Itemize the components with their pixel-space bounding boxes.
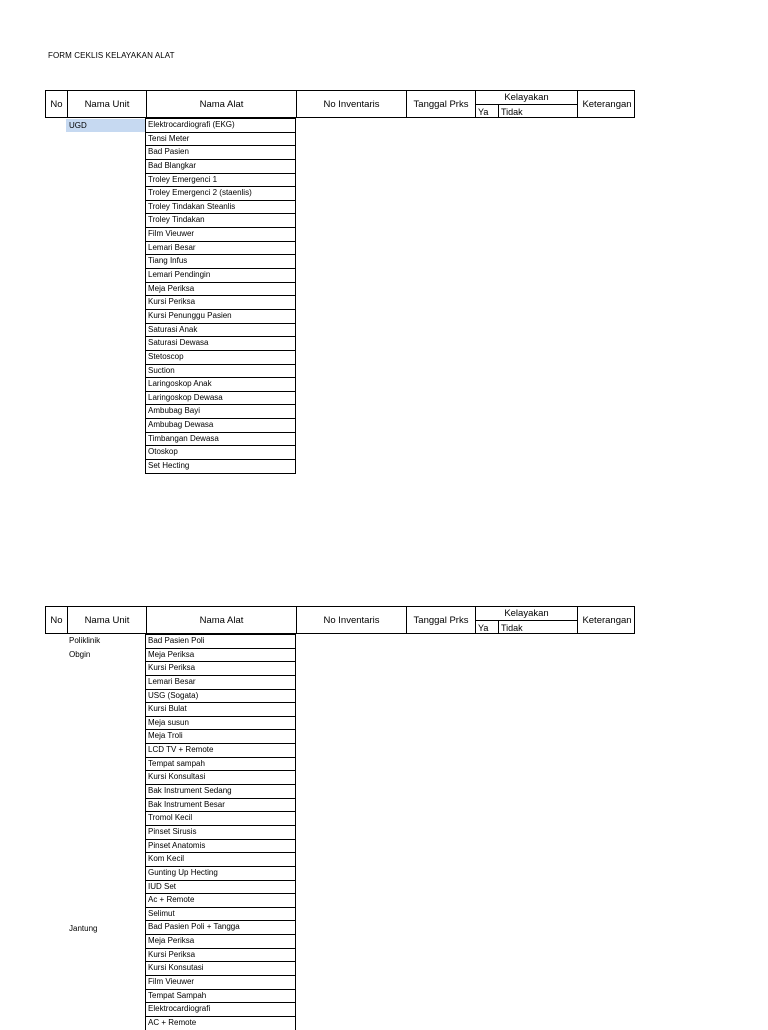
header-keterangan: Keterangan xyxy=(577,607,636,633)
equipment-item: Tiang Infus xyxy=(146,254,295,268)
header-nama-unit: Nama Unit xyxy=(68,607,147,633)
header-kelayakan: Kelayakan xyxy=(476,607,577,621)
equipment-item: Laringoskop Dewasa xyxy=(146,391,295,405)
equipment-list-2 xyxy=(145,634,296,1030)
equipment-item: Bad Blangkar xyxy=(146,159,295,173)
equipment-item: Selimut xyxy=(146,907,295,921)
equipment-item: Kursi Konsutasi xyxy=(146,961,295,975)
header-no: No xyxy=(46,91,68,117)
equipment-item: Bak Instrument Sedang xyxy=(146,784,295,798)
equipment-item: Tromol Kecil xyxy=(146,811,295,825)
header-tanggal-prks: Tanggal Prks xyxy=(407,91,476,117)
equipment-item: Kursi Periksa xyxy=(146,295,295,309)
equipment-item: Saturasi Dewasa xyxy=(146,336,295,350)
equipment-item: Kursi Periksa xyxy=(146,948,295,962)
equipment-item: Troley Tindakan Steanlis xyxy=(146,200,295,214)
table-header-1 xyxy=(45,90,635,118)
equipment-item: Troley Emergenci 1 xyxy=(146,173,295,187)
header-tidak: Tidak xyxy=(501,106,523,117)
header-keterangan: Keterangan xyxy=(577,91,636,117)
equipment-item: Meja Periksa xyxy=(146,282,295,296)
equipment-item: Stetoscop xyxy=(146,350,295,364)
equipment-item: Bad Pasien xyxy=(146,145,295,159)
equipment-item: Ac + Remote xyxy=(146,893,295,907)
equipment-item: Bad Pasien Poli + Tangga xyxy=(146,920,295,934)
equipment-item: AC + Remote xyxy=(146,1016,295,1030)
equipment-item: Bak Instrument Besar xyxy=(146,798,295,812)
unit-label-jantung: Jantung xyxy=(69,924,98,933)
table-header-2 xyxy=(45,606,635,634)
equipment-item: Kom Kecil xyxy=(146,852,295,866)
equipment-item: Lemari Besar xyxy=(146,675,295,689)
equipment-item: Meja Periksa xyxy=(146,934,295,948)
equipment-item: Ambubag Dewasa xyxy=(146,418,295,432)
equipment-item: Tensi Meter xyxy=(146,132,295,146)
header-nama-unit: Nama Unit xyxy=(68,91,147,117)
equipment-item: Set Hecting xyxy=(146,459,295,473)
equipment-item: Troley Tindakan xyxy=(146,213,295,227)
equipment-item: Pinset Anatomis xyxy=(146,839,295,853)
equipment-item: Lemari Besar xyxy=(146,241,295,255)
equipment-item: IUD Set xyxy=(146,880,295,894)
equipment-item: Kursi Konsultasi xyxy=(146,770,295,784)
equipment-item: Laringoskop Anak xyxy=(146,377,295,391)
header-no-inventaris: No Inventaris xyxy=(297,91,407,117)
header-no-inventaris: No Inventaris xyxy=(297,607,407,633)
equipment-item: Otoskop xyxy=(146,445,295,459)
header-tanggal-prks: Tanggal Prks xyxy=(407,607,476,633)
equipment-item: Suction xyxy=(146,364,295,378)
equipment-item: Ambubag Bayi xyxy=(146,404,295,418)
equipment-item: Kursi Penunggu Pasien xyxy=(146,309,295,323)
header-ya: Ya xyxy=(476,105,499,118)
equipment-item: Pinset Sirusis xyxy=(146,825,295,839)
equipment-item: Bad Pasien Poli xyxy=(146,634,295,648)
equipment-item: Meja Periksa xyxy=(146,648,295,662)
form-title: FORM CEKLIS KELAYAKAN ALAT xyxy=(48,51,175,60)
equipment-item: Meja susun xyxy=(146,716,295,730)
header-nama-alat: Nama Alat xyxy=(147,607,297,633)
equipment-item: Meja Troli xyxy=(146,729,295,743)
equipment-item: Timbangan Dewasa xyxy=(146,432,295,446)
equipment-item: Gunting Up Hecting xyxy=(146,866,295,880)
equipment-item: Saturasi Anak xyxy=(146,323,295,337)
equipment-item: Film Vieuwer xyxy=(146,975,295,989)
header-no: No xyxy=(46,607,68,633)
unit-label-obgin: Obgin xyxy=(69,650,91,659)
header-kelayakan: Kelayakan xyxy=(476,91,577,105)
unit-label-poliklinik: Poliklinik xyxy=(69,636,101,645)
equipment-list-1 xyxy=(145,118,296,474)
header-ya: Ya xyxy=(476,621,499,634)
equipment-item: Tempat Sampah xyxy=(146,989,295,1003)
equipment-item: Elektrocardiografi xyxy=(146,1002,295,1016)
equipment-item: LCD TV + Remote xyxy=(146,743,295,757)
unit-label-ugd: UGD xyxy=(66,119,145,132)
equipment-item: Tempat sampah xyxy=(146,757,295,771)
equipment-item: Film Vieuwer xyxy=(146,227,295,241)
equipment-item: USG (Sogata) xyxy=(146,689,295,703)
equipment-item: Kursi Bulat xyxy=(146,702,295,716)
header-tidak: Tidak xyxy=(501,622,523,633)
equipment-item: Lemari Pendingin xyxy=(146,268,295,282)
equipment-item: Kursi Periksa xyxy=(146,661,295,675)
equipment-item: Elektrocardiografi (EKG) xyxy=(146,118,295,132)
header-nama-alat: Nama Alat xyxy=(147,91,297,117)
equipment-item: Troley Emergenci 2 (staenlis) xyxy=(146,186,295,200)
